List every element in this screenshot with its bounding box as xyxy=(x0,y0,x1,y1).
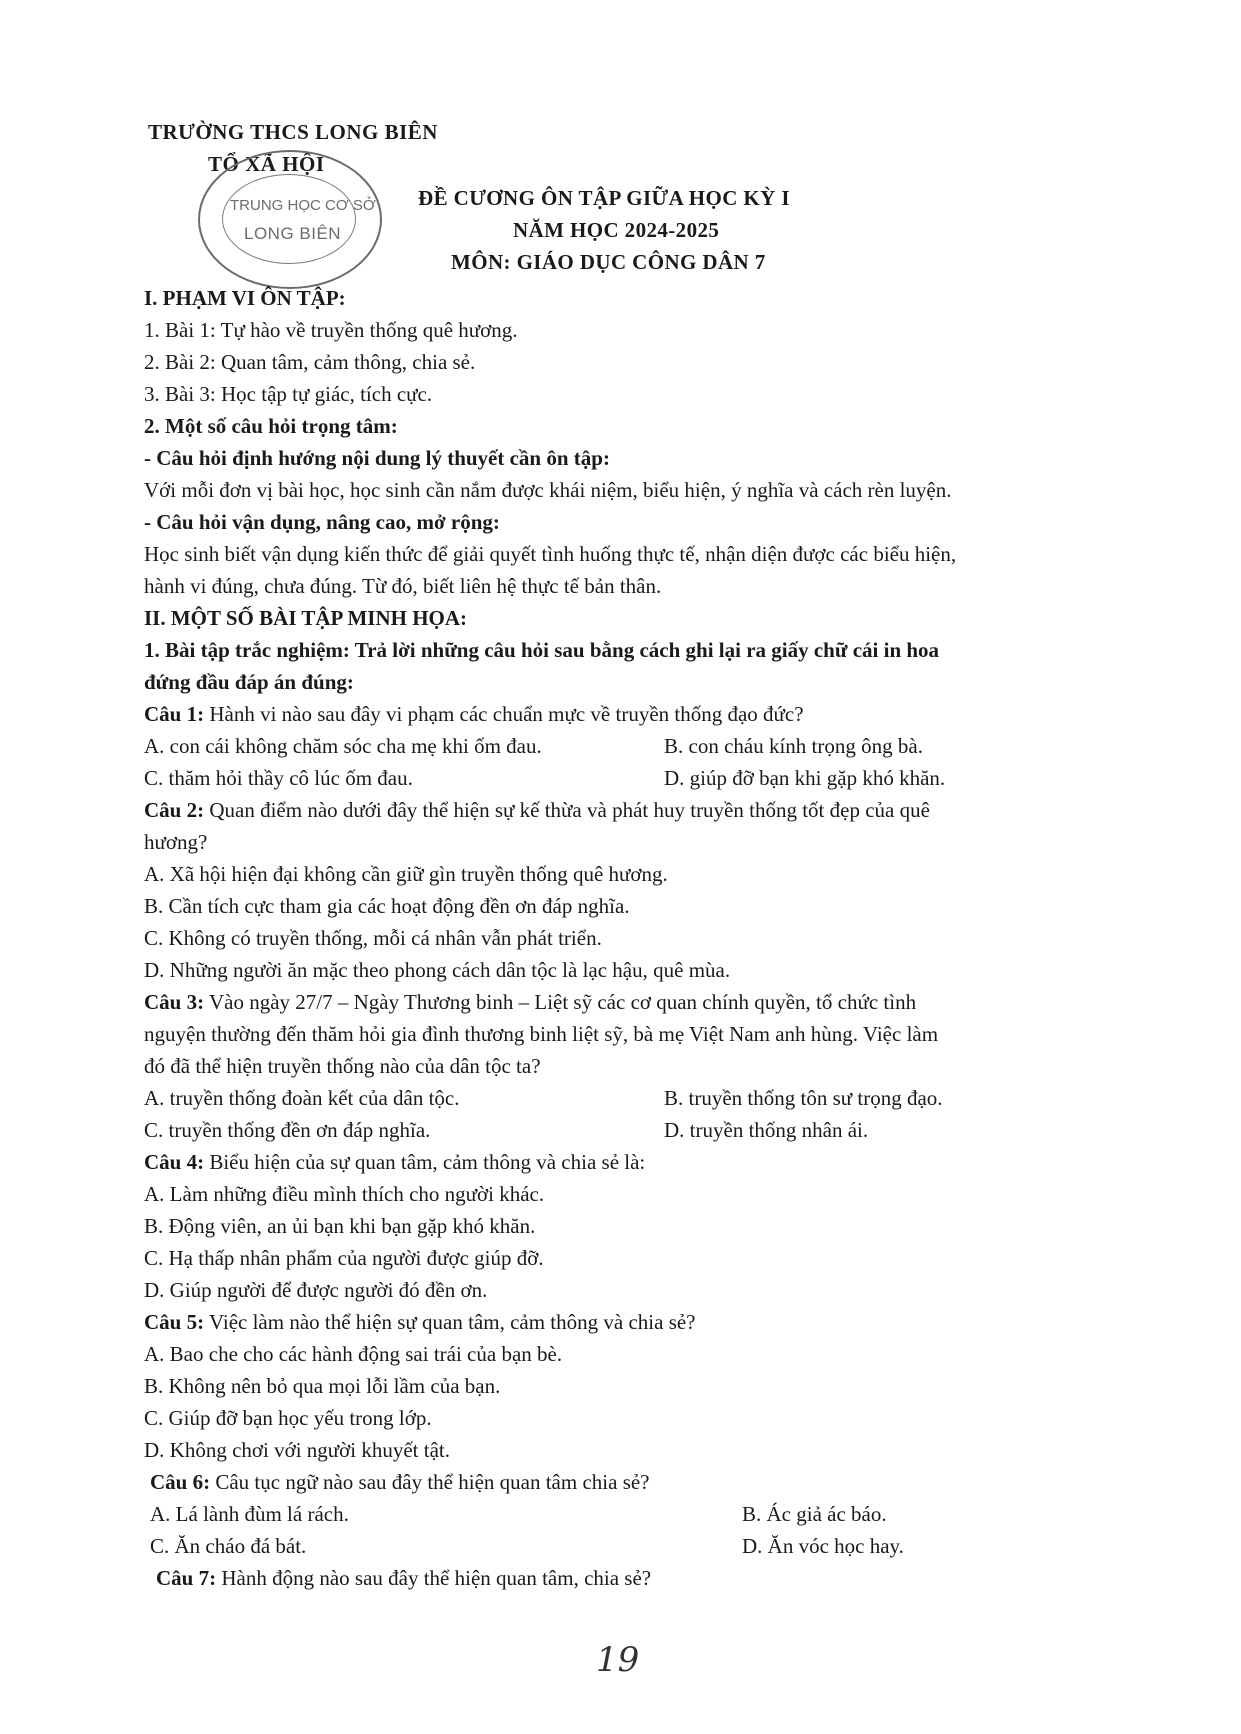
q4-option-a: A. Làm những điều mình thích cho người khác. xyxy=(144,1182,545,1206)
subsection-heading: 2. Một số câu hỏi trọng tâm: xyxy=(144,414,398,438)
question-1-label: Câu 1: xyxy=(144,702,205,726)
school-year: NĂM HỌC 2024-2025 xyxy=(513,218,720,242)
question-3-text-3: đó đã thể hiện truyền thống nào của dân tộc ta? xyxy=(144,1054,541,1078)
apply-question-text-1: Học sinh biết vận dụng kiến thức để giải quyết tình huống thực tế, nhận diện được các biểu hiện, xyxy=(144,542,957,566)
stamp-line-2: LONG BIÊN xyxy=(244,224,342,243)
question-2-text-1: Quan điểm nào dưới đây thể hiện sự kế thừa và phát huy truyền thống tốt đẹp của quê xyxy=(204,798,930,822)
question-6-text: Câu tục ngữ nào sau đây thể hiện quan tâm chia sẻ? xyxy=(210,1470,650,1494)
department-name: TỔ XÃ HỘI xyxy=(208,152,325,176)
page-number: 19 xyxy=(596,1640,640,1680)
q5-option-c: C. Giúp đỡ bạn học yếu trong lớp. xyxy=(144,1406,432,1430)
question-3 xyxy=(144,990,916,1015)
question-5 xyxy=(144,1310,696,1335)
theory-question-label: - Câu hỏi định hướng nội dung lý thuyết cần ôn tập: xyxy=(144,446,610,470)
q5-option-d: D. Không chơi với người khuyết tật. xyxy=(144,1438,450,1462)
q6-option-a: A. Lá lành đùm lá rách. xyxy=(150,1502,349,1526)
q2-option-a: A. Xã hội hiện đại không cần giữ gìn truyền thống quê hương. xyxy=(144,862,668,886)
q2-option-c: C. Không có truyền thống, mỗi cá nhân vẫn phát triển. xyxy=(144,926,602,950)
q3-option-d: D. truyền thống nhân ái. xyxy=(664,1118,869,1142)
q5-option-a: A. Bao che cho các hành động sai trái của bạn bè. xyxy=(144,1342,563,1366)
question-2 xyxy=(144,798,930,823)
question-7 xyxy=(156,1566,651,1591)
q1-option-a: A. con cái không chăm sóc cha mẹ khi ốm đau. xyxy=(144,734,542,758)
question-3-label: Câu 3: xyxy=(144,990,205,1014)
question-7-text: Hành động nào sau đây thể hiện quan tâm, chia sẻ? xyxy=(216,1566,652,1590)
question-4-label: Câu 4: xyxy=(144,1150,205,1174)
q5-option-b: B. Không nên bỏ qua mọi lỗi lầm của bạn. xyxy=(144,1374,501,1398)
q6-option-d: D. Ăn vóc học hay. xyxy=(742,1534,904,1558)
question-3-text-2: nguyện thường đến thăm hỏi gia đình thương binh liệt sỹ, bà mẹ Việt Nam anh hùng. Việc làm xyxy=(144,1022,939,1046)
section-heading-1: I. PHẠM VI ÔN TẬP: xyxy=(144,286,346,310)
question-5-text: Việc làm nào thể hiện sự quan tâm, cảm thông và chia sẻ? xyxy=(204,1310,696,1334)
mc-instruction-1: 1. Bài tập trắc nghiệm: Trả lời những câu hỏi sau bằng cách ghi lại ra giấy chữ cái in hoa xyxy=(144,638,940,662)
question-7-label: Câu 7: xyxy=(156,1566,217,1590)
question-1-text: Hành vi nào sau đây vi phạm các chuẩn mực về truyền thống đạo đức? xyxy=(204,702,804,726)
q6-option-b: B. Ác giả ác báo. xyxy=(742,1502,887,1526)
document-title: ĐỀ CƯƠNG ÔN TẬP GIỮA HỌC KỲ I xyxy=(418,186,790,210)
question-5-label: Câu 5: xyxy=(144,1310,205,1334)
q4-option-d: D. Giúp người để được người đó đền ơn. xyxy=(144,1278,488,1302)
question-4-text: Biểu hiện của sự quan tâm, cảm thông và chia sẻ là: xyxy=(204,1150,646,1174)
school-name: TRƯỜNG THCS LONG BIÊN xyxy=(148,120,438,144)
question-2-label: Câu 2: xyxy=(144,798,205,822)
question-4 xyxy=(144,1150,645,1175)
stamp-inner-ring xyxy=(222,174,356,264)
apply-question-text-2: hành vi đúng, chưa đúng. Từ đó, biết liên hệ thực tế bản thân. xyxy=(144,574,662,598)
q1-option-d: D. giúp đỡ bạn khi gặp khó khăn. xyxy=(664,766,946,790)
stamp-line-1: TRUNG HỌC CƠ SỞ xyxy=(230,197,376,214)
question-6-label: Câu 6: xyxy=(150,1470,211,1494)
q2-option-b: B. Cần tích cực tham gia các hoạt động đền ơn đáp nghĩa. xyxy=(144,894,630,918)
theory-question-text: Với mỗi đơn vị bài học, học sinh cần nắm được khái niệm, biểu hiện, ý nghĩa và cách rèn luyện. xyxy=(144,478,952,502)
q1-option-c: C. thăm hỏi thầy cô lúc ốm đau. xyxy=(144,766,413,790)
lesson-2: 2. Bài 2: Quan tâm, cảm thông, chia sẻ. xyxy=(144,350,476,374)
q4-option-b: B. Động viên, an ủi bạn khi bạn gặp khó khăn. xyxy=(144,1214,536,1238)
question-1 xyxy=(144,702,804,727)
q3-option-a: A. truyền thống đoàn kết của dân tộc. xyxy=(144,1086,460,1110)
question-2-text-2: hương? xyxy=(144,830,208,854)
question-6 xyxy=(150,1470,650,1495)
apply-question-label: - Câu hỏi vận dụng, nâng cao, mở rộng: xyxy=(144,510,500,534)
lesson-3: 3. Bài 3: Học tập tự giác, tích cực. xyxy=(144,382,433,406)
lesson-1: 1. Bài 1: Tự hào về truyền thống quê hương. xyxy=(144,318,518,342)
q3-option-c: C. truyền thống đền ơn đáp nghĩa. xyxy=(144,1118,431,1142)
q1-option-b: B. con cháu kính trọng ông bà. xyxy=(664,734,923,758)
school-stamp xyxy=(198,150,382,289)
mc-instruction-2: đứng đầu đáp án đúng: xyxy=(144,670,354,694)
question-3-text-1: Vào ngày 27/7 – Ngày Thương binh – Liệt sỹ các cơ quan chính quyền, tổ chức tình xyxy=(204,990,917,1014)
section-heading-2: II. MỘT SỐ BÀI TẬP MINH HỌA: xyxy=(144,606,468,630)
subject-title: MÔN: GIÁO DỤC CÔNG DÂN 7 xyxy=(451,250,766,274)
q6-option-c: C. Ăn cháo đá bát. xyxy=(150,1534,307,1558)
q3-option-b: B. truyền thống tôn sư trọng đạo. xyxy=(664,1086,943,1110)
q2-option-d: D. Những người ăn mặc theo phong cách dân tộc là lạc hậu, quê mùa. xyxy=(144,958,731,982)
q4-option-c: C. Hạ thấp nhân phẩm của người được giúp đỡ. xyxy=(144,1246,544,1270)
